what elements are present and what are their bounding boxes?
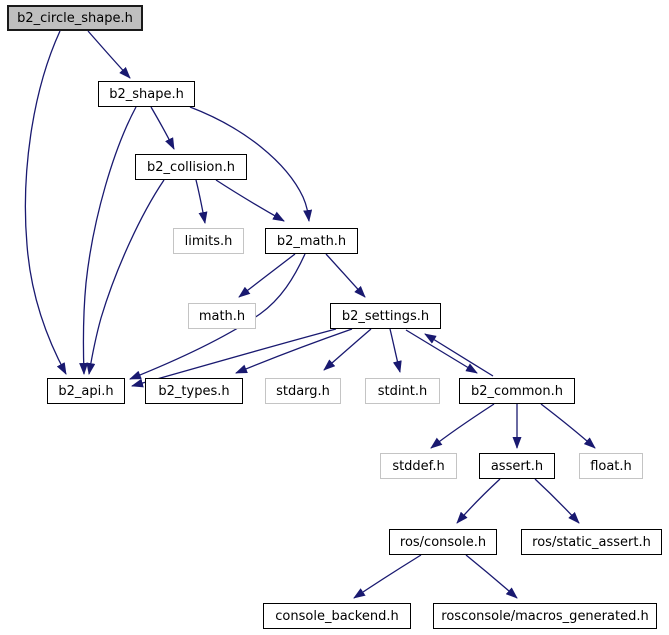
node-b2-types[interactable] — [145, 378, 243, 404]
node-float — [579, 453, 643, 479]
node-label: console_backend.h — [275, 608, 399, 624]
edge-b2_settings-to-b2_common — [406, 330, 477, 373]
edge-b2_collision-to-b2_api — [89, 180, 164, 374]
node-label: b2_types.h — [158, 383, 230, 399]
edge-b2_circle_shape-to-b2_api — [25, 31, 66, 374]
edge-b2_common-to-float — [541, 404, 595, 448]
node-label: ros/static_assert.h — [532, 534, 651, 550]
edge-b2_math-to-b2_settings — [326, 254, 365, 297]
node-label: b2_settings.h — [341, 308, 430, 324]
node-b2-math[interactable] — [265, 228, 358, 254]
node-b2-common[interactable] — [459, 378, 575, 404]
node-b2-api[interactable] — [47, 378, 125, 404]
edge-b2_common-to-b2_settings — [425, 334, 493, 376]
node-b2-shape[interactable] — [98, 81, 195, 107]
edge-ros_console-to-rosconsole_macros — [466, 555, 517, 598]
node-label: b2_math.h — [276, 233, 347, 249]
node-label: stdint.h — [377, 383, 428, 399]
edge-b2_collision-to-b2_math — [216, 180, 284, 221]
node-stdarg — [265, 378, 341, 404]
node-label: stddef.h — [392, 458, 445, 474]
edge-b2_circle_shape-to-b2_shape — [88, 31, 130, 78]
node-label: b2_shape.h — [109, 86, 184, 102]
node-ros-console[interactable] — [389, 529, 497, 555]
node-label: math.h — [198, 308, 246, 324]
edge-b2_shape-to-b2_api — [83, 107, 136, 374]
edge-b2_settings-to-stdarg — [324, 329, 371, 370]
edge-b2_shape-to-b2_collision — [151, 107, 174, 149]
edge-b2_settings-to-b2_types — [236, 329, 352, 373]
edge-b2_common-to-stddef — [431, 404, 494, 448]
edge-b2_collision-to-limits — [196, 180, 205, 223]
node-label: assert.h — [490, 458, 544, 474]
node-label: stdarg.h — [276, 383, 330, 399]
node-stddef — [380, 453, 457, 479]
node-label: rosconsole/macros_generated.h — [441, 608, 649, 624]
node-rosconsole-macros-generated[interactable] — [433, 603, 657, 629]
node-label: limits.h — [184, 233, 233, 249]
edge-b2_settings-to-stdint — [390, 329, 400, 372]
node-label: b2_collision.h — [147, 159, 235, 175]
node-limits — [173, 228, 244, 254]
edge-assert-to-ros_console — [457, 479, 500, 523]
node-label: b2_common.h — [470, 383, 563, 399]
node-stdint — [365, 378, 440, 404]
node-label: float.h — [590, 458, 632, 474]
node-ros-static-assert[interactable] — [521, 529, 662, 555]
node-b2-circle-shape — [7, 5, 143, 31]
node-label: b2_api.h — [58, 383, 114, 399]
edge-ros_console-to-console_backend — [354, 555, 421, 598]
node-math — [188, 303, 256, 329]
node-b2-collision[interactable] — [135, 154, 247, 180]
edge-assert-to-ros_static_assert — [535, 479, 579, 523]
node-label: b2_circle_shape.h — [17, 10, 133, 26]
node-assert[interactable] — [479, 453, 555, 479]
node-label: ros/console.h — [399, 534, 487, 550]
node-console-backend[interactable] — [263, 603, 411, 629]
node-b2-settings[interactable] — [330, 303, 441, 329]
edge-b2_math-to-math — [239, 254, 295, 297]
